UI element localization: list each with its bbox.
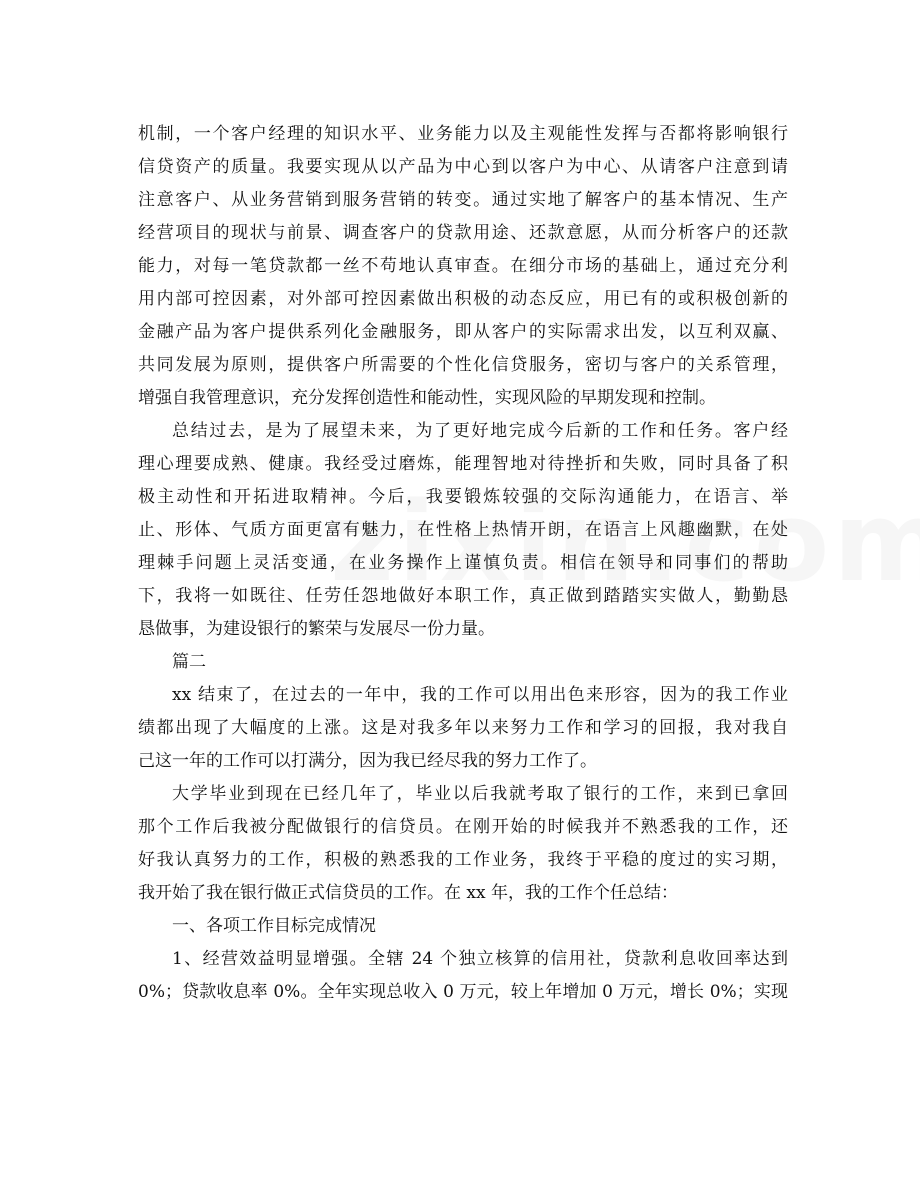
text-line: 理棘手问题上灵活变通，在业务操作上谨慎负责。相信在领导和同事们的帮助 (138, 553, 788, 573)
paragraph-start-line: xx 结束了，在过去的一年中，我的工作可以用出色来形容，因为的我工作业 (172, 685, 788, 705)
subsection-heading: 一、各项工作目标完成情况 (172, 916, 376, 936)
text-line: 那个工作后我被分配做银行的信贷员。在刚开始的时候我并不熟悉我的工作，还 (138, 817, 788, 837)
text-line: 好我认真努力的工作，积极的熟悉我的工作业务，我终于平稳的度过的实习期， (138, 850, 788, 870)
text-line: 用内部可控因素，对外部可控因素做出积极的动态反应，用已有的或积极创新的 (138, 289, 788, 309)
text-line: 机制，一个客户经理的知识水平、业务能力以及主观能性发挥与否都将影响银行 (138, 124, 788, 144)
section-heading: 篇二 (172, 652, 206, 672)
text-line: 注意客户、从业务营销到服务营销的转变。通过实地了解客户的基本情况、生产 (138, 190, 788, 210)
text-line: 0%；贷款收息率 0%。全年实现总收入 0 万元，较上年增加 0 万元，增长 0%；实现 (138, 982, 788, 1002)
text-line: 极主动性和开拓进取精神。今后，我要锻炼较强的交际沟通能力，在语言、举 (138, 487, 788, 507)
text-line: 下，我将一如既往、任劳任怨地做好本职工作，真正做到踏踏实实做人，勤勤恳 (138, 586, 788, 606)
text-line: 我开始了我在银行做正式信贷员的工作。在 xx 年，我的工作个任总结： (138, 883, 678, 903)
text-line: 恳做事，为建设银行的繁荣与发展尽一份力量。 (138, 619, 495, 639)
text-line: 增强自我管理意识，充分发挥创造性和能动性，实现风险的早期发现和控制。 (138, 388, 716, 408)
text-line: 金融产品为客户提供系列化金融服务，即从客户的实际需求出发，以互利双赢、 (138, 322, 788, 342)
text-line: 理心理要成熟、健康。我经受过磨炼，能理智地对待挫折和失败，同时具备了积 (138, 454, 788, 474)
text-line: 己这一年的工作可以打满分，因为我已经尽我的努力工作了。 (138, 751, 597, 771)
text-line: 经营项目的现状与前景、调查客户的贷款用途、还款意愿，从而分析客户的还款 (138, 223, 788, 243)
text-line: 止、形体、气质方面更富有魅力，在性格上热情开朗，在语言上风趣幽默，在处 (138, 520, 788, 540)
document-body (138, 118, 788, 1009)
paragraph-start-line: 总结过去，是为了展望未来，为了更好地完成今后新的工作和任务。客户经 (172, 421, 788, 441)
paragraph-start-line: 大学毕业到现在已经几年了，毕业以后我就考取了银行的工作，来到已拿回 (172, 784, 788, 804)
text-line: 能力，对每一笔贷款都一丝不苟地认真审查。在细分市场的基础上，通过充分利 (138, 256, 788, 276)
text-line: 绩都出现了大幅度的上涨。这是对我多年以来努力工作和学习的回报，我对我自 (138, 718, 788, 738)
paragraph-start-line: 1、经营效益明显增强。全辖 24 个独立核算的信用社，贷款利息收回率达到 (172, 949, 788, 969)
text-line: 信贷资产的质量。我要实现从以产品为中心到以客户为中心、从请客户注意到请 (138, 157, 788, 177)
text-line: 共同发展为原则，提供客户所需要的个性化信贷服务，密切与客户的关系管理， (138, 355, 788, 375)
